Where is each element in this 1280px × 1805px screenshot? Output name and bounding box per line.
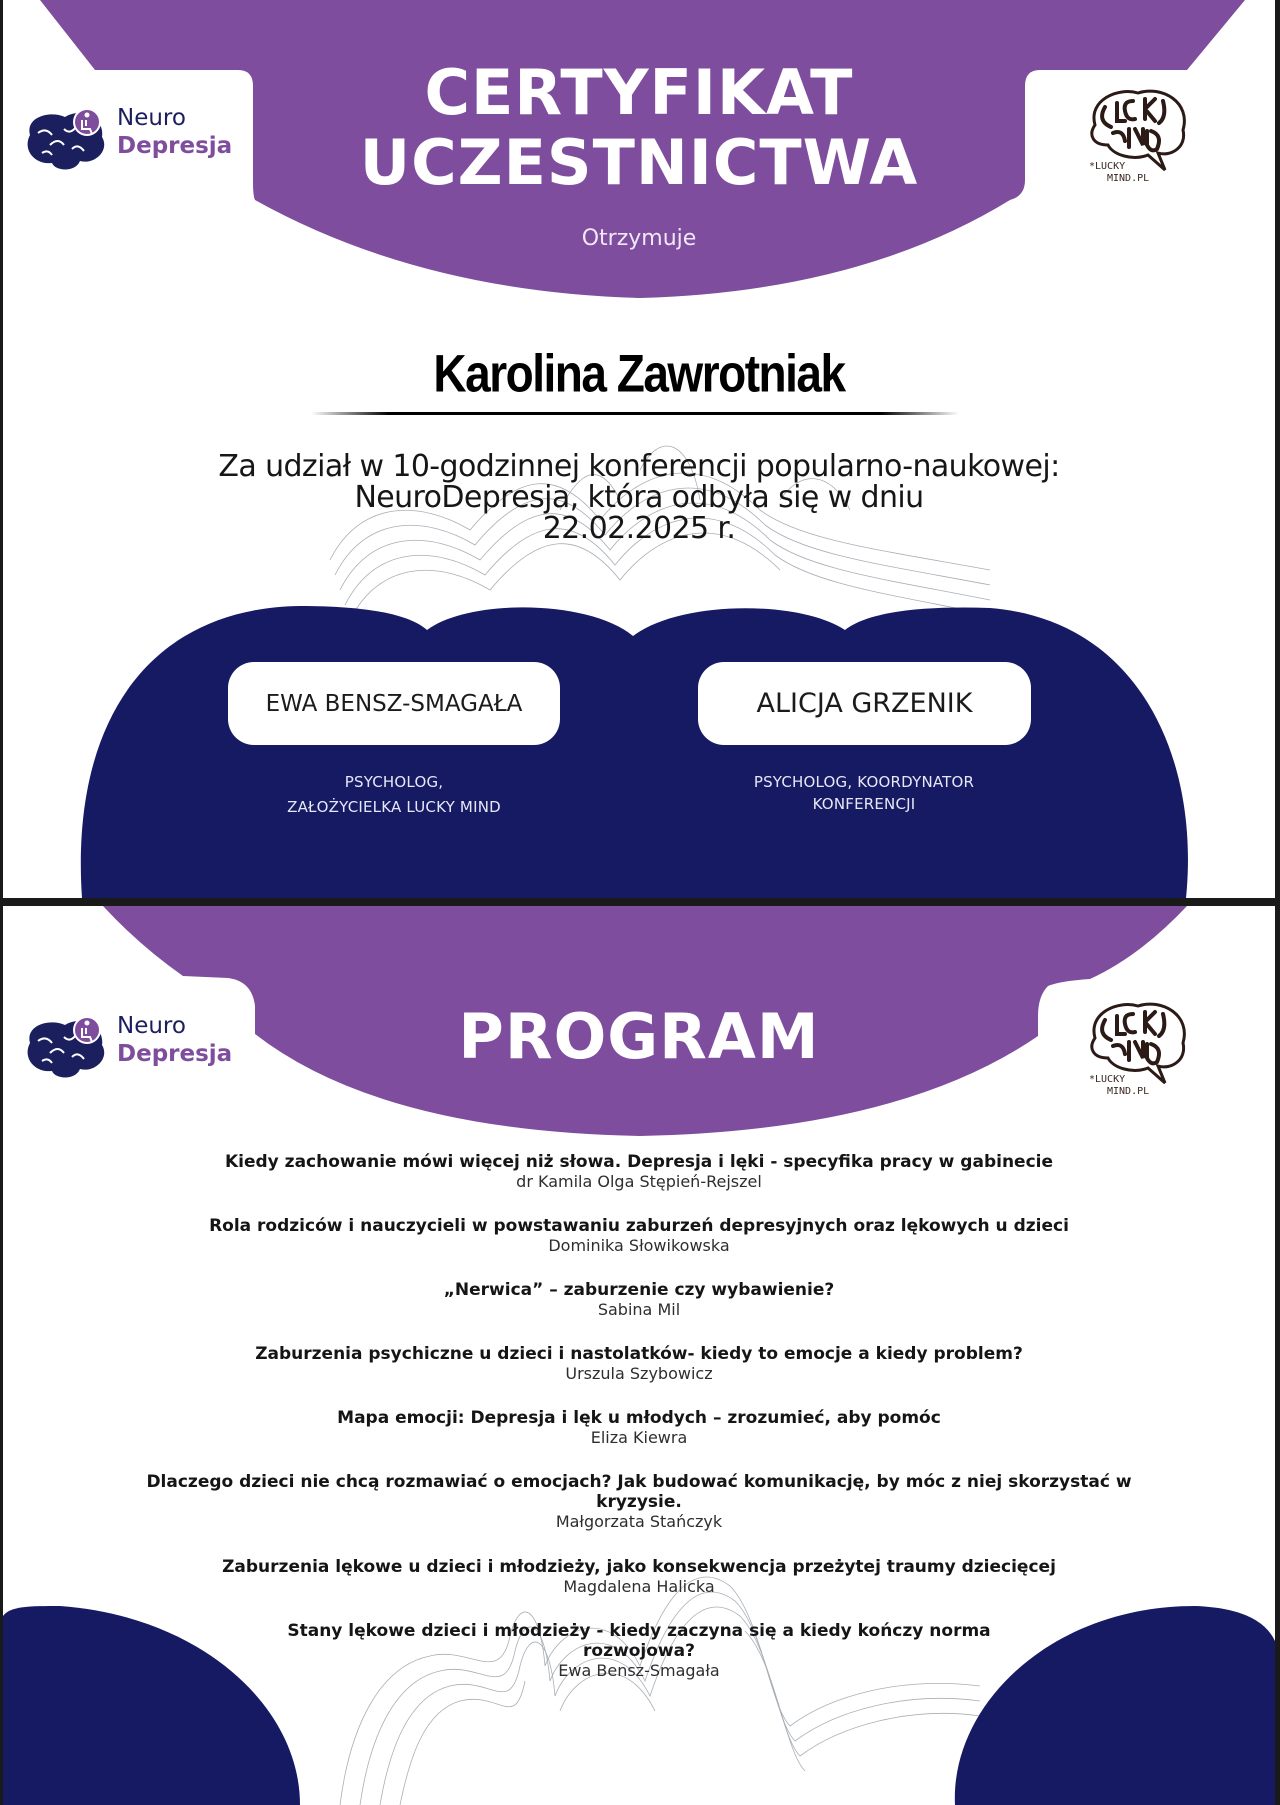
logo-text-depresja: Depresja: [117, 133, 233, 159]
body-line-2: NeuroDepresja, która odbyła się w dniu: [354, 480, 924, 515]
program-item: [108, 1472, 1170, 1532]
certificate-page: [3, 0, 1275, 898]
program-item: [273, 1621, 1005, 1681]
logo-text-depresja: Depresja: [117, 1041, 233, 1067]
program-item-title: Rola rodziców i nauczycieli w powstawaniu zaburzeń depresyjnych oraz lękowych u dzieci: [209, 1216, 1069, 1236]
signatory-role-1: [219, 770, 569, 820]
program-item: [93, 1344, 1185, 1384]
bottom-left-navy-shape: [3, 1606, 300, 1805]
signatory-role-2-line2: KONFERENCJI: [812, 795, 916, 813]
program-item: [93, 1216, 1185, 1256]
certificate-title-line1: CERTYFIKAT: [424, 56, 854, 129]
program-title: PROGRAM: [458, 1000, 820, 1073]
program-item-speaker: Małgorzata Stańczyk: [555, 1512, 723, 1531]
program-item-title: Zaburzenia psychiczne u dzieci i nastolatków- kiedy to emocje a kiedy problem?: [255, 1344, 1023, 1364]
signatory-name-2: ALICJA GRZENIK: [756, 688, 973, 719]
program-item: [93, 1280, 1185, 1320]
program-item-speaker: Ewa Bensz-Smagała: [558, 1661, 720, 1680]
program-item: [93, 1408, 1185, 1448]
program-item-title: Stany lękowe dzieci i młodzieży - kiedy zaczyna się a kiedy kończy norma rozwojowa?: [287, 1621, 991, 1661]
program-item-title: Kiedy zachowanie mówi więcej niż słowa. Depresja i lęki - specyfika pracy w gabinecie: [224, 1152, 1054, 1172]
program-item-speaker: Dominika Słowikowska: [548, 1236, 730, 1255]
signatory-role-1-line1: PSYCHOLOG,: [344, 773, 444, 791]
program-item-title: Dlaczego dzieci nie chcą rozmawiać o emocjach? Jak budować komunikację, by móc z niej skorzystać w kryzysie.: [146, 1472, 1132, 1512]
signatory-role-2-line1: PSYCHOLOG, KOORDYNATOR: [753, 773, 975, 791]
program-item-speaker: Sabina Mil: [597, 1300, 681, 1319]
program-item-speaker: Eliza Kiewra: [590, 1428, 688, 1447]
logo-caption-lucky: *LUCKY: [1089, 161, 1126, 172]
program-item-title: Mapa emocji: Depresja i lęk u młodych – zrozumieć, aby pomóc: [337, 1408, 941, 1428]
program-item-title: Zaburzenia lękowe u dzieci i młodzieży, jako konsekwencja przeżytej traumy dziecięcej: [222, 1557, 1056, 1577]
signatory-role-2: [689, 771, 1039, 815]
program-item-speaker: Magdalena Halicka: [563, 1577, 715, 1596]
program-item-title: „Nerwica” – zaburzenie czy wybawienie?: [443, 1280, 835, 1300]
signatory-role-1-line2: ZAŁOŻYCIELKA LUCKY MIND: [287, 798, 501, 816]
certificate-body: [3, 451, 1275, 544]
signatory-name-box-2: [698, 662, 1031, 745]
signatory-name-1: EWA BENSZ-SMAGAŁA: [265, 690, 523, 717]
program-item-speaker: dr Kamila Olga Stępień-Rejszel: [516, 1172, 762, 1191]
body-line-1: Za udział w 10-godzinnej konferencji popularno-naukowej:: [218, 449, 1060, 484]
logo-caption-lucky: *LUCKY: [1089, 1074, 1126, 1085]
signatory-name-box-1: [228, 662, 560, 745]
program-wireframe-decoration: [340, 1577, 980, 1805]
footer-navy-shape: [81, 606, 1188, 898]
recipient-name: Karolina Zawrotniak: [433, 343, 845, 403]
certificate-title-line2: UCZESTNICTWA: [359, 126, 919, 199]
receives-label: Otrzymuje: [581, 226, 697, 251]
program-item-speaker: Urszula Szybowicz: [565, 1364, 713, 1383]
program-page: [3, 906, 1275, 1805]
name-underline: [311, 412, 959, 415]
program-item: [93, 1152, 1185, 1192]
logo-text-neuro: Neuro: [117, 105, 186, 131]
body-line-3: 22.02.2025 r.: [542, 511, 736, 546]
program-item: [93, 1557, 1185, 1597]
logo-caption-mindpl: MIND.PL: [1107, 1086, 1150, 1097]
logo-text-neuro: Neuro: [117, 1013, 186, 1039]
logo-caption-mindpl: MIND.PL: [1107, 173, 1150, 184]
